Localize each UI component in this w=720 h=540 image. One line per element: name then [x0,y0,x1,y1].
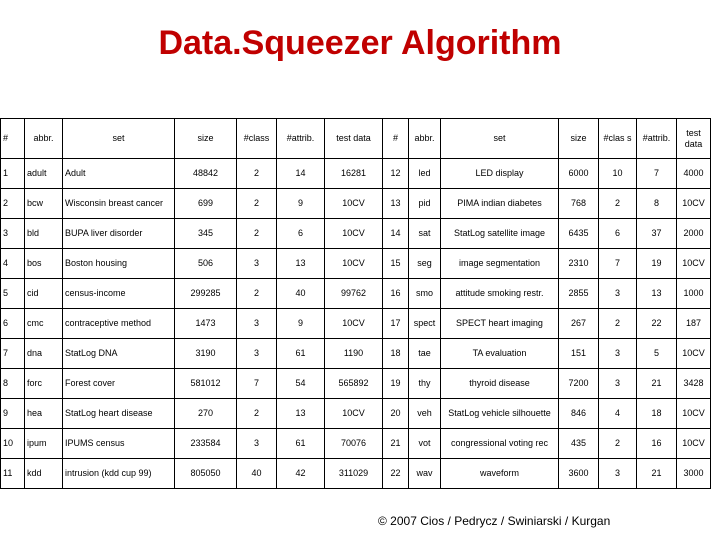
set-cell: image segmentation [441,249,559,279]
slide-title: Data.Squeezer Algorithm [158,24,562,62]
attrib-cell: 37 [637,219,677,249]
abbr-cell: vot [409,429,441,459]
header-cell: test data [325,119,383,159]
abbr-cell: ipum [25,429,63,459]
attrib-cell: 18 [637,399,677,429]
set-cell: TA evaluation [441,339,559,369]
set-cell: LED display [441,159,559,189]
set-cell: thyroid disease [441,369,559,399]
test-data-cell: 565892 [325,369,383,399]
test-data-cell: 99762 [325,279,383,309]
abbr-cell: thy [409,369,441,399]
attrib-cell: 19 [637,249,677,279]
abbr-cell: adult [25,159,63,189]
set-cell: Wisconsin breast cancer [63,189,175,219]
abbr-cell: bcw [25,189,63,219]
class-cell: 2 [237,399,277,429]
attrib-cell: 9 [277,189,325,219]
abbr-cell: bld [25,219,63,249]
set-cell: congressional voting rec [441,429,559,459]
class-cell: 3 [237,429,277,459]
size-cell: 267 [559,309,599,339]
class-cell: 2 [237,279,277,309]
abbr-cell: hea [25,399,63,429]
abbr-cell: pid [409,189,441,219]
header-cell: #attrib. [637,119,677,159]
test-data-cell: 10CV [677,249,711,279]
size-cell: 435 [559,429,599,459]
test-data-cell: 2000 [677,219,711,249]
table-row [1,249,711,279]
abbr-cell: seg [409,249,441,279]
size-cell: 2855 [559,279,599,309]
index-cell: 21 [383,429,409,459]
size-cell: 846 [559,399,599,429]
table-row [1,459,711,489]
attrib-cell: 40 [277,279,325,309]
set-cell: StatLog satellite image [441,219,559,249]
abbr-cell: cid [25,279,63,309]
class-cell: 2 [599,309,637,339]
table-body [1,159,711,489]
test-data-cell: 10CV [325,399,383,429]
set-cell: census-income [63,279,175,309]
attrib-cell: 7 [637,159,677,189]
test-data-cell: 187 [677,309,711,339]
abbr-cell: led [409,159,441,189]
class-cell: 2 [237,189,277,219]
size-cell: 1473 [175,309,237,339]
attrib-cell: 13 [277,399,325,429]
size-cell: 699 [175,189,237,219]
table-header-row [1,119,711,159]
set-cell: intrusion (kdd cup 99) [63,459,175,489]
set-cell: BUPA liver disorder [63,219,175,249]
set-cell: IPUMS census [63,429,175,459]
test-data-cell: 10CV [677,339,711,369]
copyright-footer: © 2007 Cios / Pedrycz / Swiniarski / Kurgan [378,514,611,528]
index-cell: 2 [1,189,25,219]
abbr-cell: sat [409,219,441,249]
test-data-cell: 10CV [325,309,383,339]
header-cell: #clas s [599,119,637,159]
test-data-cell: 70076 [325,429,383,459]
class-cell: 3 [599,279,637,309]
size-cell: 3600 [559,459,599,489]
set-cell: StatLog vehicle silhouette [441,399,559,429]
index-cell: 5 [1,279,25,309]
size-cell: 270 [175,399,237,429]
test-data-cell: 10CV [325,189,383,219]
set-cell: Boston housing [63,249,175,279]
class-cell: 3 [237,339,277,369]
header-cell: abbr. [409,119,441,159]
index-cell: 4 [1,249,25,279]
class-cell: 2 [237,159,277,189]
test-data-cell: 3000 [677,459,711,489]
header-cell: # [383,119,409,159]
set-cell: StatLog heart disease [63,399,175,429]
attrib-cell: 42 [277,459,325,489]
test-data-cell: 10CV [677,429,711,459]
size-cell: 6435 [559,219,599,249]
size-cell: 6000 [559,159,599,189]
table-row [1,159,711,189]
set-cell: StatLog DNA [63,339,175,369]
index-cell: 17 [383,309,409,339]
class-cell: 2 [599,189,637,219]
header-cell: #attrib. [277,119,325,159]
index-cell: 18 [383,339,409,369]
class-cell: 40 [237,459,277,489]
size-cell: 345 [175,219,237,249]
set-cell: Forest cover [63,369,175,399]
index-cell: 14 [383,219,409,249]
set-cell: PIMA indian diabetes [441,189,559,219]
test-data-cell: 10CV [325,249,383,279]
size-cell: 506 [175,249,237,279]
abbr-cell: wav [409,459,441,489]
index-cell: 7 [1,339,25,369]
index-cell: 11 [1,459,25,489]
datasets-table [0,118,711,489]
abbr-cell: forc [25,369,63,399]
test-data-cell: 10CV [677,189,711,219]
class-cell: 3 [599,339,637,369]
class-cell: 2 [599,429,637,459]
class-cell: 3 [599,369,637,399]
size-cell: 233584 [175,429,237,459]
class-cell: 6 [599,219,637,249]
abbr-cell: smo [409,279,441,309]
header-cell: set [63,119,175,159]
size-cell: 48842 [175,159,237,189]
attrib-cell: 22 [637,309,677,339]
class-cell: 3 [237,249,277,279]
set-cell: Adult [63,159,175,189]
attrib-cell: 61 [277,429,325,459]
set-cell: contraceptive method [63,309,175,339]
header-cell: test data [677,119,711,159]
size-cell: 581012 [175,369,237,399]
table-row [1,309,711,339]
set-cell: SPECT heart imaging [441,309,559,339]
attrib-cell: 9 [277,309,325,339]
size-cell: 768 [559,189,599,219]
table-row [1,429,711,459]
abbr-cell: cmc [25,309,63,339]
set-cell: waveform [441,459,559,489]
class-cell: 4 [599,399,637,429]
index-cell: 12 [383,159,409,189]
test-data-cell: 1000 [677,279,711,309]
attrib-cell: 21 [637,369,677,399]
attrib-cell: 14 [277,159,325,189]
size-cell: 2310 [559,249,599,279]
attrib-cell: 6 [277,219,325,249]
table-row [1,189,711,219]
header-cell: size [175,119,237,159]
abbr-cell: bos [25,249,63,279]
table-row [1,279,711,309]
test-data-cell: 16281 [325,159,383,189]
table-row [1,339,711,369]
index-cell: 6 [1,309,25,339]
size-cell: 3190 [175,339,237,369]
abbr-cell: dna [25,339,63,369]
index-cell: 13 [383,189,409,219]
table-row [1,219,711,249]
test-data-cell: 311029 [325,459,383,489]
index-cell: 16 [383,279,409,309]
test-data-cell: 10CV [677,399,711,429]
index-cell: 15 [383,249,409,279]
attrib-cell: 54 [277,369,325,399]
test-data-cell: 3428 [677,369,711,399]
abbr-cell: spect [409,309,441,339]
attrib-cell: 16 [637,429,677,459]
set-cell: attitude smoking restr. [441,279,559,309]
index-cell: 8 [1,369,25,399]
table-row [1,369,711,399]
size-cell: 805050 [175,459,237,489]
attrib-cell: 5 [637,339,677,369]
header-cell: # [1,119,25,159]
header-cell: size [559,119,599,159]
class-cell: 3 [599,459,637,489]
test-data-cell: 1190 [325,339,383,369]
class-cell: 7 [599,249,637,279]
index-cell: 9 [1,399,25,429]
class-cell: 2 [237,219,277,249]
abbr-cell: tae [409,339,441,369]
attrib-cell: 13 [637,279,677,309]
index-cell: 3 [1,219,25,249]
index-cell: 1 [1,159,25,189]
index-cell: 22 [383,459,409,489]
size-cell: 151 [559,339,599,369]
size-cell: 299285 [175,279,237,309]
test-data-cell: 4000 [677,159,711,189]
table-row [1,399,711,429]
size-cell: 7200 [559,369,599,399]
attrib-cell: 61 [277,339,325,369]
index-cell: 10 [1,429,25,459]
index-cell: 19 [383,369,409,399]
abbr-cell: kdd [25,459,63,489]
header-cell: abbr. [25,119,63,159]
class-cell: 10 [599,159,637,189]
index-cell: 20 [383,399,409,429]
attrib-cell: 8 [637,189,677,219]
class-cell: 7 [237,369,277,399]
abbr-cell: veh [409,399,441,429]
header-cell: set [441,119,559,159]
attrib-cell: 21 [637,459,677,489]
attrib-cell: 13 [277,249,325,279]
class-cell: 3 [237,309,277,339]
test-data-cell: 10CV [325,219,383,249]
header-cell: #class [237,119,277,159]
